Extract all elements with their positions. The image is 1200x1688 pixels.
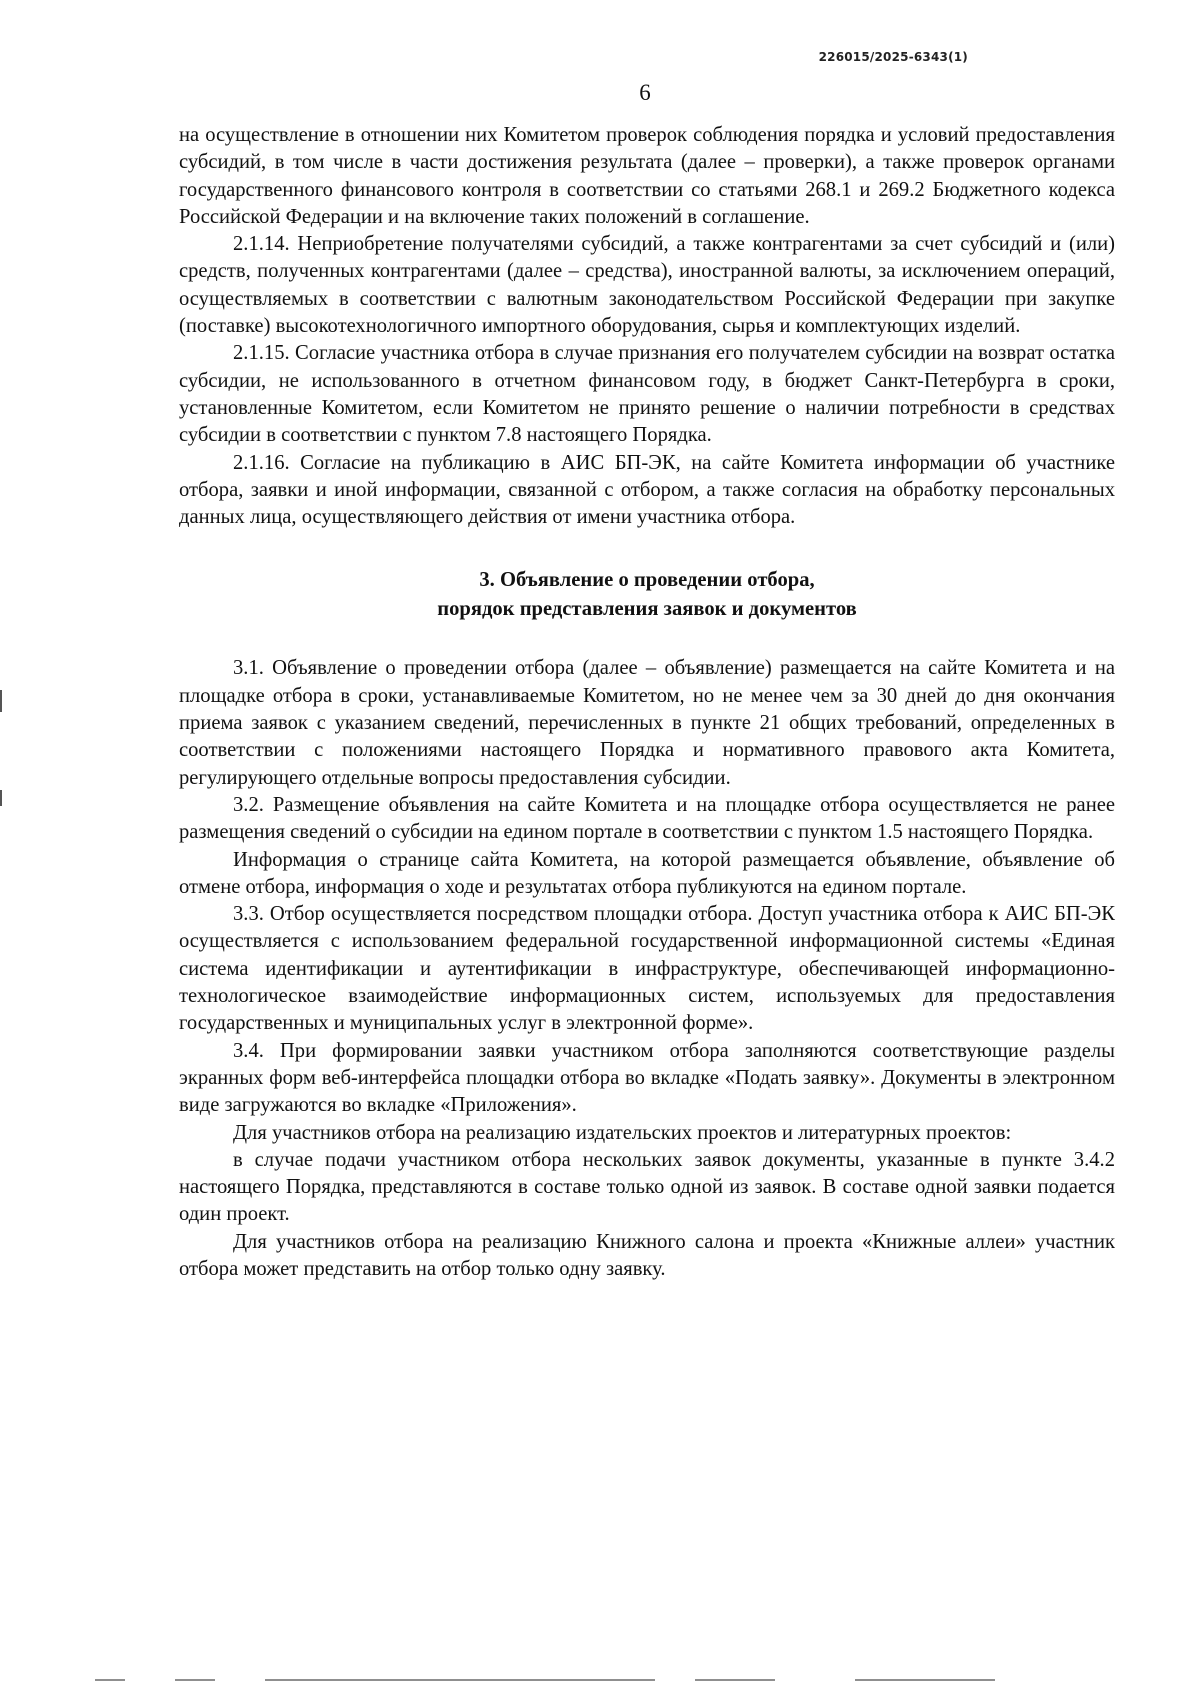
paragraph-info-page: Информация о странице сайта Комитета, на которой размещается объявление, объявление об отмене отбора, информация о ходе и результатах отбора публикуются на едином портале. [179, 848, 1115, 898]
section-heading-line-1: 3. Объявление о проведении отбора, [479, 569, 815, 592]
document-body [179, 122, 1115, 1283]
paragraph-continuation: на осуществление в отношении них Комитетом проверок соблюдения порядка и условий предоставления субсидий, в том числе в части достижения результата (далее – проверки), а также проверок органами государственного финансового контроля в соответствии со статьями 268.1 и 269.2 Бюджетного кодекса Российской Федерации и на включение таких положений в соглашение. [179, 124, 1115, 228]
paragraph-multiple-applications: в случае подачи участником отбора нескольких заявок документы, указанные в пункте 3.4.2 настоящего Порядка, представляются в составе только одной из заявок. В составе одной заявки подается один проект. [179, 1148, 1115, 1226]
paragraph-publishing-participants: Для участников отбора на реализацию издательских проектов и литературных проектов: [233, 1121, 1012, 1144]
scan-bottom-edge [95, 1679, 1135, 1681]
paragraph-book-salon-participants: Для участников отбора на реализацию Книжного салона и проекта «Книжные аллеи» участник отбора может представить на отбор только одну заявку. [179, 1230, 1115, 1280]
section-heading-line-2: порядок представления заявок и документов [437, 598, 857, 621]
paragraph-2-1-15: 2.1.15. Согласие участника отбора в случае признания его получателем субсидии на возврат остатка субсидии, не использованного в отчетном финансовом году, в бюджет Санкт-Петербурга в сроки, установленные Комитетом, если Комитетом не принято решение о наличии потребности в средствах субсидии в соответствии с пунктом 7.8 настоящего Порядка. [179, 342, 1115, 447]
paragraph-3-3: 3.3. Отбор осуществляется посредством площадки отбора. Доступ участника отбора к АИС БП-ЭК осуществляется с использованием федеральной государственной информационной системы «Единая система идентификации и аутентификации в инфраструктуре, обеспечивающей информационно-технологическое взаимодействие информационных систем, используемых для предоставления государственных и муниципальных услуг в электронной форме». [179, 903, 1115, 1035]
scan-edge-mark [0, 790, 2, 806]
paragraph-3-1: 3.1. Объявление о проведении отбора (далее – объявление) размещается на сайте Комитета и на площадке отбора в сроки, устанавливаемые Комитетом, но не менее чем за 30 дней до дня окончания приема заявок с указанием сведений, перечисленных в пункте 21 общих требований, определенных в соответствии с положениями настоящего Порядка и нормативного правового акта Комитета, регулирующего отдельные вопросы предоставления субсидии. [179, 657, 1115, 789]
paragraph-2-1-14: 2.1.14. Неприобретение получателями субсидий, а также контрагентами за счет субсидий и (или) средств, полученных контрагентами (далее – средства), иностранной валюты, за исключением операций, осуществляемых в соответствии с валютным законодательством Российской Федерации при закупке (поставке) высокотехнологичного импортного оборудования, сырья и комплектующих изделий. [179, 233, 1115, 338]
scan-edge-mark [0, 690, 2, 712]
page-number: 6 [639, 80, 651, 105]
paragraph-3-2: 3.2. Размещение объявления на сайте Комитета и на площадке отбора осуществляется не ранее размещения сведений о субсидии на едином портале в соответствии с пунктом 1.5 настоящего Порядка. [179, 793, 1115, 844]
paragraph-2-1-16: 2.1.16. Согласие на публикацию в АИС БП-ЭК, на сайте Комитета информации об участнике отбора, заявки и иной информации, связанной с отбором, а также согласия на обработку персональных данных лица, осуществляющего действия от имени участника отбора. [179, 451, 1115, 529]
section-heading [179, 566, 1115, 624]
document-registration-number: 226015/2025-6343(1) [818, 50, 968, 64]
paragraph-3-4: 3.4. При формировании заявки участником отбора заполняются соответствующие разделы экранных форм веб-интерфейса площадки отбора во вкладке «Подать заявку». Документы в электронном виде загружаются во вкладке «Приложения». [179, 1039, 1115, 1117]
